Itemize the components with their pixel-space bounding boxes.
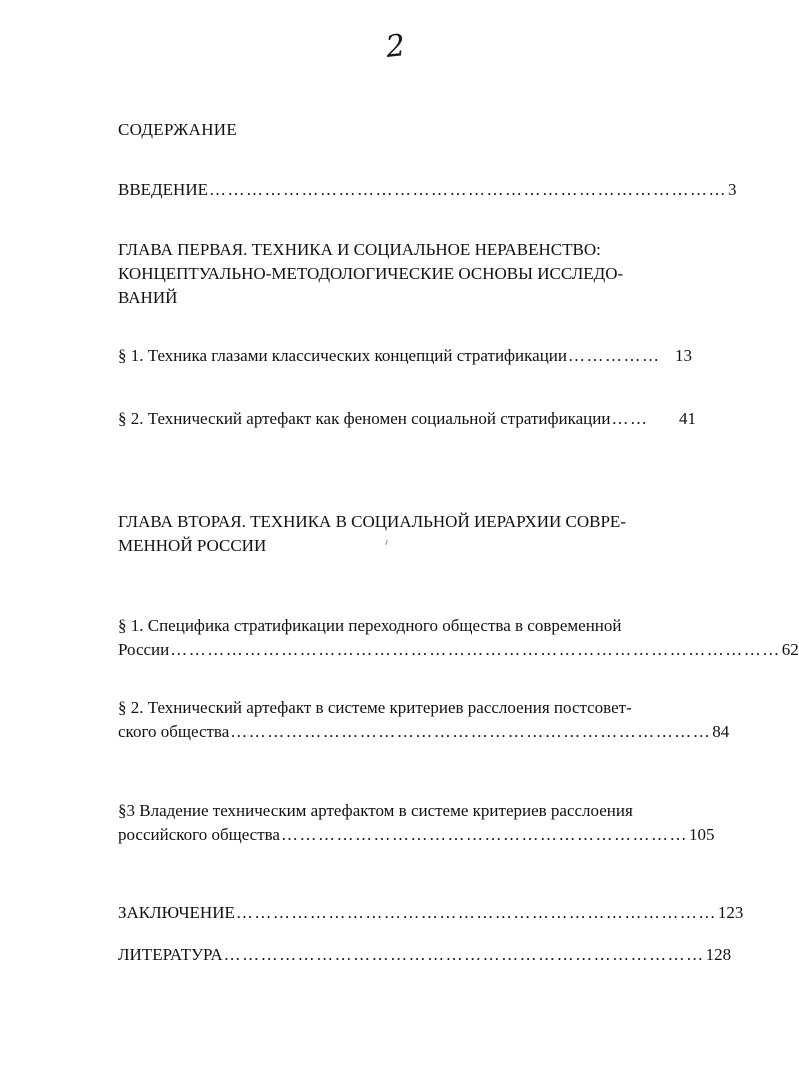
toc-page-number: 105: [688, 825, 715, 844]
chapter-heading-line: МЕННОЙ РОССИИ: [118, 536, 267, 555]
toc-entry-ch1-sec2[interactable]: [118, 407, 696, 431]
toc-entry-ch2-sec2[interactable]: [118, 696, 730, 744]
toc-entry-intro[interactable]: [118, 178, 737, 202]
toc-page-number: 62: [781, 640, 799, 659]
toc-page-number: 84: [712, 722, 730, 741]
dot-leader: ………………………………………………………………………………………: [170, 640, 781, 659]
chapter-heading-line: ГЛАВА ВТОРАЯ. ТЕХНИКА В СОЦИАЛЬНОЙ ИЕРАРХИИ СОВРЕ-: [118, 512, 626, 531]
toc-entry-label: России: [118, 640, 170, 659]
chapter-heading-line: ГЛАВА ПЕРВАЯ. ТЕХНИКА И СОЦИАЛЬНОЕ НЕРАВЕНСТВО:: [118, 240, 601, 259]
toc-entry-ch1-sec1[interactable]: [118, 344, 692, 368]
chapter-1-heading: [118, 238, 698, 310]
toc-entry-ch2-sec1[interactable]: [118, 614, 799, 662]
toc-entry-line: § 1. Специфика стратификации переходного общества в современной: [118, 616, 622, 635]
toc-page-number: 13: [675, 346, 692, 365]
toc-page-number: 41: [679, 409, 696, 428]
toc-entry-label: российского общества: [118, 825, 280, 844]
dot-leader: …………………………………………………………: [280, 825, 688, 844]
dot-leader: ……………………………………………………………………: [230, 722, 712, 741]
toc-entry-label: ЛИТЕРАТУРА: [118, 945, 223, 964]
toc-entry-label: ВВЕДЕНИЕ: [118, 180, 208, 199]
dot-leader: ……………………………………………………………………: [235, 903, 717, 922]
toc-entry-conclusion[interactable]: [118, 901, 744, 925]
chapter-heading-line: КОНЦЕПТУАЛЬНО-МЕТОДОЛОГИЧЕСКИЕ ОСНОВЫ ИССЛЕДО-: [118, 264, 624, 283]
toc-entry-label: ского общества: [118, 722, 230, 741]
dot-leader: ……………: [568, 346, 661, 365]
toc-entry-line: § 2. Технический артефакт в системе критериев расслоения постсовет-: [118, 698, 632, 717]
dot-leader: …………………………………………………………………………: [208, 180, 727, 199]
toc-page-number: 128: [705, 945, 732, 964]
dot-leader: ……: [611, 409, 649, 428]
toc-entry-label: § 2. Технический артефакт как феномен социальной стратификации: [118, 409, 611, 428]
toc-page-number: 123: [717, 903, 744, 922]
handwritten-page-number: 2: [384, 28, 407, 65]
toc-page-number: 3: [727, 180, 737, 199]
chapter-2-heading: [118, 510, 698, 558]
toc-entry-label: § 1. Техника глазами классических концепций стратификации: [118, 346, 567, 365]
toc-entry-label: ЗАКЛЮЧЕНИЕ: [118, 903, 235, 922]
toc-entry-line: §3 Владение техническим артефактом в системе критериев расслоения: [118, 801, 633, 820]
dot-leader: ……………………………………………………………………: [223, 945, 705, 964]
toc-entry-ch2-sec3[interactable]: [118, 799, 715, 847]
toc-entry-literature[interactable]: [118, 943, 732, 967]
chapter-heading-line: ВАНИЙ: [118, 288, 178, 307]
toc-title: СОДЕРЖАНИЕ: [118, 120, 238, 139]
